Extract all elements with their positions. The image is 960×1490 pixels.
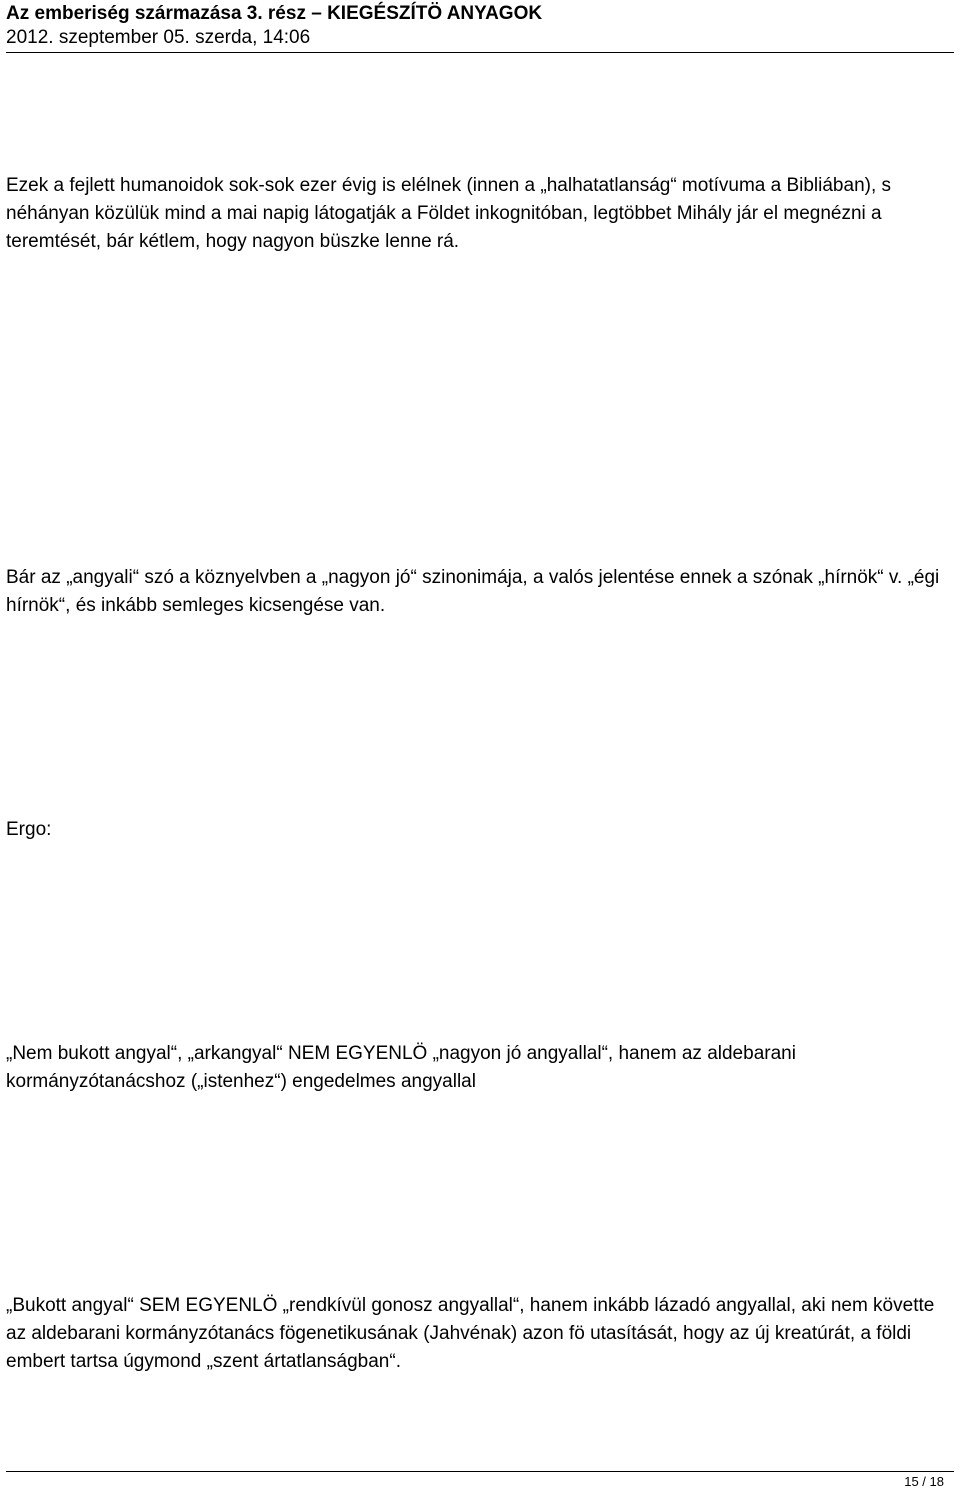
document-date: 2012. szeptember 05. szerda, 14:06 [6, 27, 311, 48]
document-title: Az emberiség származása 3. rész – KIEGÉSZÍTÖ ANYAGOK [6, 3, 543, 24]
paragraph-fallen-angel: „Bukott angyal“ SEM EGYENLÖ „rendkívül gonosz angyallal“, hanem inkább lázadó angyallal, aki nem követte az aldebarani kormányzótanács fögenetikusának (Jahvénak) azon fö utasítását, hogy az új kreatúrát, a földi embert tartsa úgymond „szent ártatlanságban“. [6, 1295, 935, 1372]
page-number: 15 / 18 [904, 1474, 944, 1489]
footer-divider [6, 1471, 954, 1472]
document-header [6, 2, 954, 50]
paragraph-not-fallen-angel: „Nem bukott angyal“, „arkangyal“ NEM EGYENLÖ „nagyon jó angyallal“, hanem az aldebarani kormányzótanácshoz („istenhez“) engedelmes angyallal [6, 1043, 796, 1092]
paragraph-ergo: Ergo: [6, 819, 52, 840]
header-divider [6, 52, 954, 53]
paragraph-humanoids: Ezek a fejlett humanoidok sok-sok ezer évig is elélnek (innen a „halhatatlanság“ motívuma a Bibliában), s néhányan közülük mind a mai napig látogatják a Földet inkognitóban, legtöbbet Mihály jár el megnézni a teremtését, bár kétlem, hogy nagyon büszke lenne rá. [6, 175, 892, 252]
paragraph-angel-meaning: Bár az „angyali“ szó a köznyelvben a „nagyon jó“ szinonimája, a valós jelentése ennek a szónak „hírnök“ v. „égi hírnök“, és inkább semleges kicsengése van. [6, 567, 940, 616]
